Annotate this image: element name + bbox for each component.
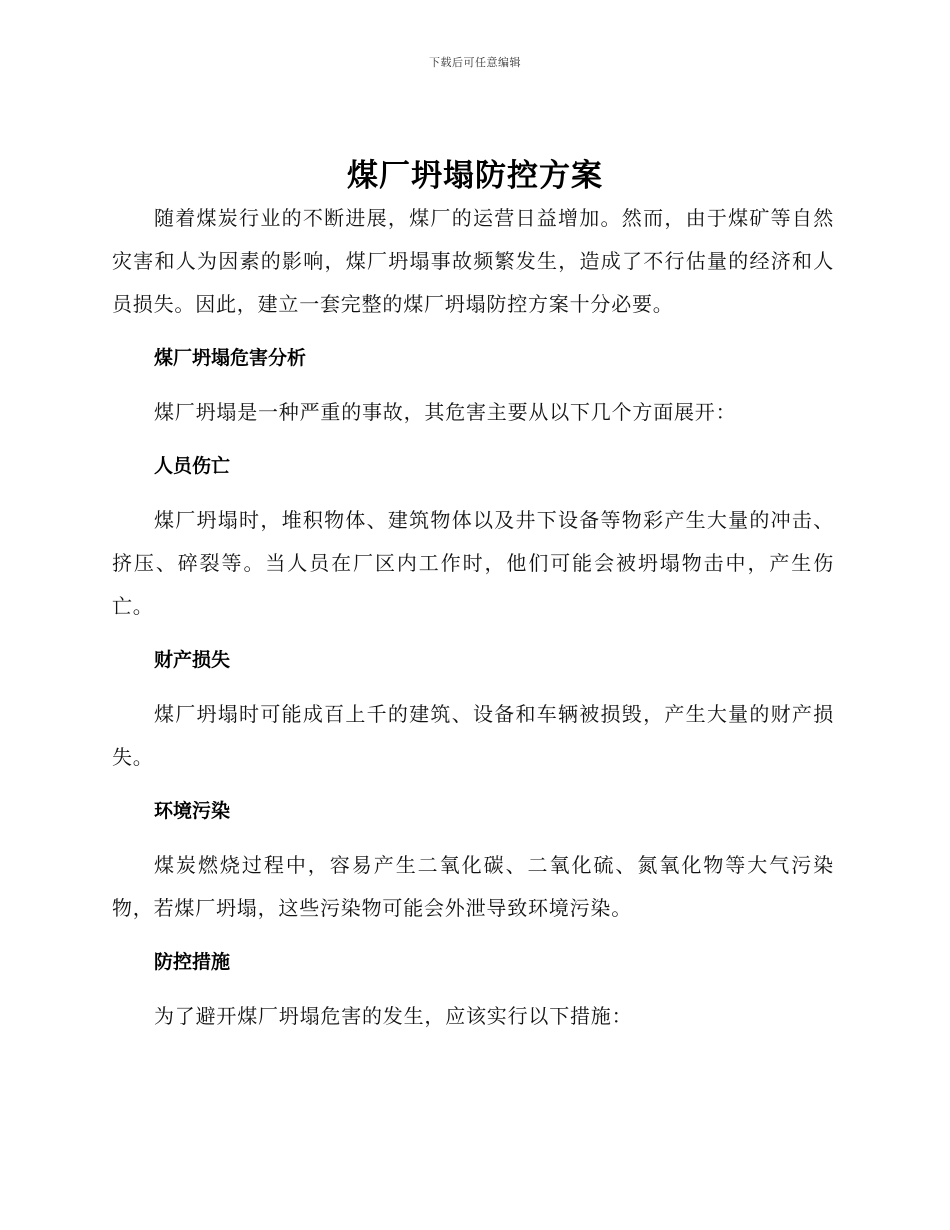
section-heading-hazard-analysis: 煤厂坍塌危害分析 <box>154 347 307 369</box>
section-paragraph-casualties: 煤厂坍塌时，堆积物体、建筑物体以及井下设备等物彩产生大量的冲击、挤压、碎裂等。当人员在厂区内工作时，他们可能会被坍塌物击中，产生伤亡。 <box>112 508 834 618</box>
section-heading-prevention: 防控措施 <box>154 951 231 973</box>
section-heading-property-loss: 财产损失 <box>154 649 231 671</box>
section-heading-casualties: 人员伤亡 <box>154 455 231 477</box>
page-header: 下载后可任意编辑 <box>429 56 521 69</box>
document-title: 煤厂坍塌防控方案 <box>347 158 603 194</box>
section-heading-pollution: 环境污染 <box>154 800 231 822</box>
section-paragraph-property-loss: 煤厂坍塌时可能成百上千的建筑、设备和车辆被损毁，产生大量的财产损失。 <box>112 702 834 769</box>
section-paragraph-pollution: 煤炭燃烧过程中，容易产生二氧化碳、二氧化硫、氮氧化物等大气污染物，若煤厂坍塌，这些污染物可能会外泄导致环境污染。 <box>112 853 834 920</box>
section-paragraph-prevention: 为了避开煤厂坍塌危害的发生，应该实行以下措施： <box>154 1004 633 1028</box>
intro-paragraph: 随着煤炭行业的不断进展，煤厂的运营日益增加。然而，由于煤矿等自然灾害和人为因素的影响，煤厂坍塌事故频繁发生，造成了不行估量的经济和人员损失。因此，建立一套完整的煤厂坍塌防控方案十分必要。 <box>112 206 834 316</box>
document-body <box>112 197 834 1038</box>
section-paragraph-hazard-analysis: 煤厂坍塌是一种严重的事故，其危害主要从以下几个方面展开： <box>154 400 737 424</box>
